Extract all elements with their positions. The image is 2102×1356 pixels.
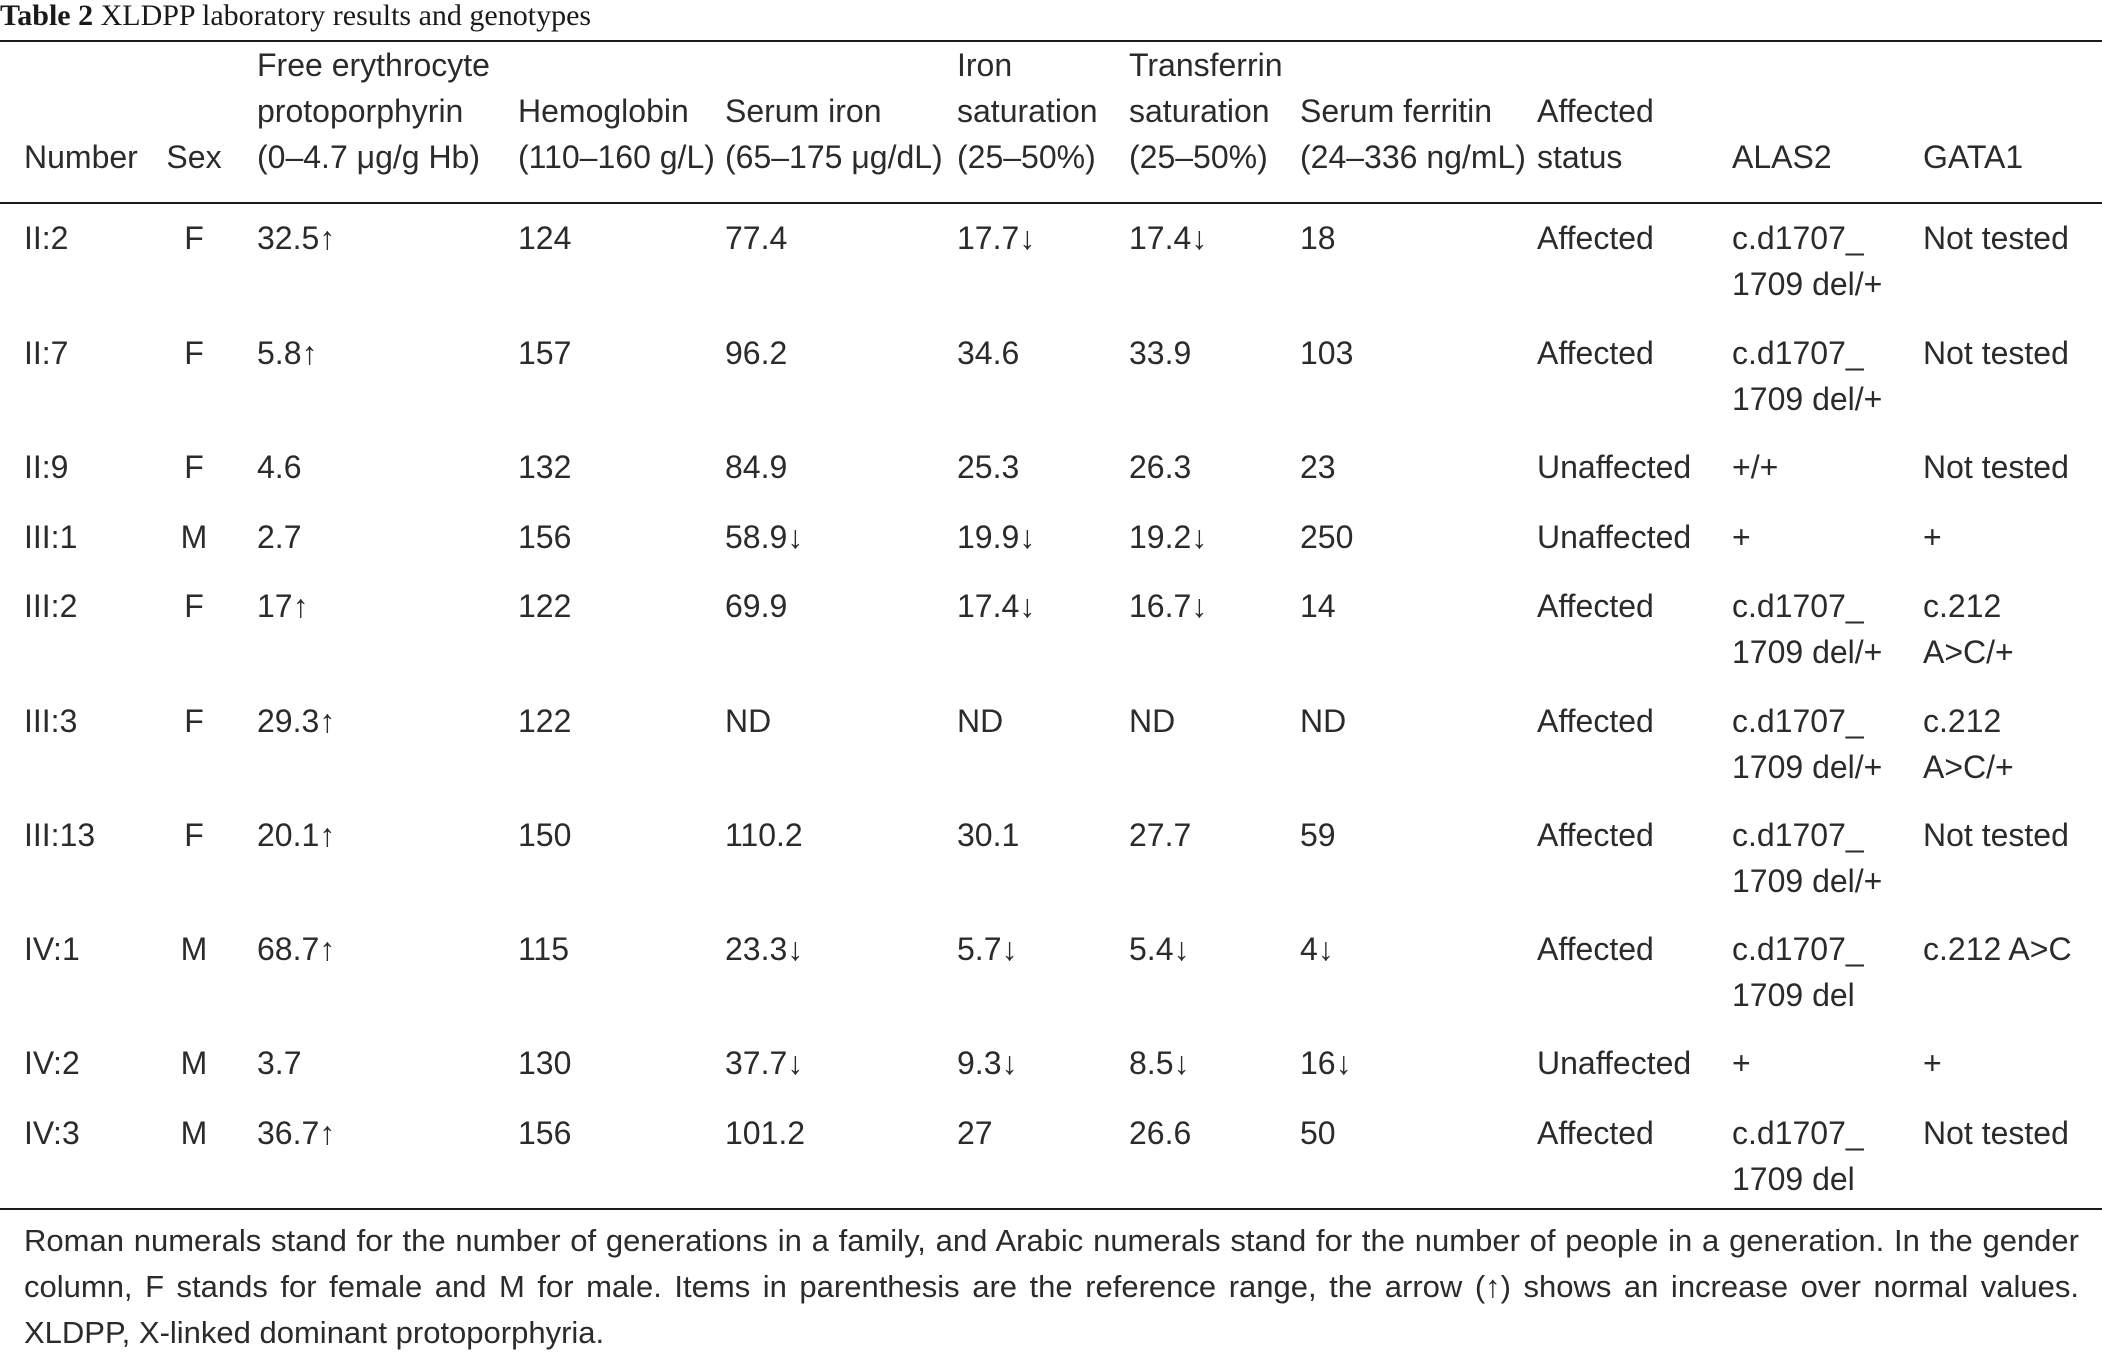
cell-serum-iron: ND bbox=[725, 703, 772, 739]
cell-serum-iron: 101.2 bbox=[725, 1115, 806, 1151]
cell-free-erythrocyte-protoporphyrin: 68.7↑ bbox=[257, 931, 336, 967]
cell-gata1: Not tested bbox=[1923, 335, 2069, 371]
cell-serum-iron: 96.2 bbox=[725, 335, 788, 371]
cell-number: III:2 bbox=[24, 588, 78, 624]
cell-serum-ferritin: 14 bbox=[1300, 588, 1336, 624]
cell-iron-saturation: 17.4↓ bbox=[957, 588, 1036, 624]
cell-serum-iron: 23.3↓ bbox=[725, 931, 804, 967]
cell-iron-saturation: 5.7↓ bbox=[957, 931, 1018, 967]
cell-serum-iron: 69.9 bbox=[725, 588, 788, 624]
cell-iron-saturation: 9.3↓ bbox=[957, 1045, 1018, 1081]
cell-serum-ferritin: 23 bbox=[1300, 449, 1336, 485]
cell-hemoglobin: 150 bbox=[518, 817, 572, 853]
cell-gata1-line-1: c.212 bbox=[1923, 703, 2002, 739]
cell-alas2-line-1: c.d1707_ bbox=[1732, 220, 1864, 256]
header-rule bbox=[0, 202, 2102, 204]
cell-transferrin-saturation: 27.7 bbox=[1129, 817, 1192, 853]
cell-serum-iron: 110.2 bbox=[725, 817, 803, 853]
cell-serum-ferritin: 103 bbox=[1300, 335, 1354, 371]
cell-number: IV:1 bbox=[24, 931, 80, 967]
cell-alas2-line-1: c.d1707_ bbox=[1732, 335, 1864, 371]
cell-serum-ferritin: ND bbox=[1300, 703, 1347, 739]
cell-alas2: +/+ bbox=[1732, 449, 1779, 485]
cell-alas2-line-2: 1709 del/+ bbox=[1732, 266, 1883, 302]
cell-affected-status: Affected bbox=[1537, 817, 1654, 853]
cell-affected-status: Unaffected bbox=[1537, 519, 1692, 555]
cell-sex: F bbox=[184, 335, 204, 371]
cell-transferrin-saturation: 26.3 bbox=[1129, 449, 1192, 485]
cell-iron-saturation: 19.9↓ bbox=[957, 519, 1036, 555]
cell-free-erythrocyte-protoporphyrin: 17↑ bbox=[257, 588, 309, 624]
cell-gata1: + bbox=[1923, 1045, 1942, 1081]
cell-iron-saturation: 34.6 bbox=[957, 335, 1020, 371]
cell-transferrin-saturation: 8.5↓ bbox=[1129, 1045, 1190, 1081]
cell-free-erythrocyte-protoporphyrin: 4.6 bbox=[257, 449, 302, 485]
cell-affected-status: Unaffected bbox=[1537, 1045, 1692, 1081]
cell-alas2-line-2: 1709 del/+ bbox=[1732, 863, 1883, 899]
header-free-erythrocyte-protoporphyrin-line-3: (0–4.7 μg/g Hb) bbox=[257, 139, 480, 175]
cell-alas2-line-1: c.d1707_ bbox=[1732, 817, 1864, 853]
cell-alas2: + bbox=[1732, 519, 1751, 555]
header-iron-saturation-line-1: Iron bbox=[957, 47, 1013, 83]
cell-gata1: Not tested bbox=[1923, 817, 2069, 853]
cell-hemoglobin: 156 bbox=[518, 519, 572, 555]
cell-sex: M bbox=[180, 1045, 208, 1081]
cell-sex: M bbox=[180, 931, 208, 967]
cell-gata1-line-2: A>C/+ bbox=[1923, 634, 2014, 670]
cell-hemoglobin: 122 bbox=[518, 703, 572, 739]
header-iron-saturation-line-3: (25–50%) bbox=[957, 139, 1096, 175]
header-sex: Sex bbox=[166, 139, 222, 175]
cell-iron-saturation: 30.1 bbox=[957, 817, 1020, 853]
cell-affected-status: Affected bbox=[1537, 335, 1654, 371]
header-serum-iron-line-2: (65–175 μg/dL) bbox=[725, 139, 943, 175]
cell-affected-status: Affected bbox=[1537, 931, 1654, 967]
cell-serum-iron: 58.9↓ bbox=[725, 519, 804, 555]
header-transferrin-saturation-line-1: Transferrin bbox=[1129, 47, 1283, 83]
cell-iron-saturation: 17.7↓ bbox=[957, 220, 1036, 256]
cell-iron-saturation: 25.3 bbox=[957, 449, 1020, 485]
cell-serum-iron: 37.7↓ bbox=[725, 1045, 804, 1081]
table-caption bbox=[0, 0, 591, 40]
header-serum-iron-line-1: Serum iron bbox=[725, 93, 882, 129]
cell-alas2-line-2: 1709 del/+ bbox=[1732, 749, 1883, 785]
header-free-erythrocyte-protoporphyrin-line-1: Free erythrocyte bbox=[257, 47, 490, 83]
header-alas2: ALAS2 bbox=[1732, 139, 1832, 175]
header-affected-status-line-1: Affected bbox=[1537, 93, 1654, 129]
cell-hemoglobin: 122 bbox=[518, 588, 572, 624]
cell-number: II:9 bbox=[24, 449, 69, 485]
header-free-erythrocyte-protoporphyrin-line-2: protoporphyrin bbox=[257, 93, 464, 129]
header-transferrin-saturation-line-3: (25–50%) bbox=[1129, 139, 1268, 175]
header-gata1: GATA1 bbox=[1923, 139, 2024, 175]
cell-free-erythrocyte-protoporphyrin: 3.7 bbox=[257, 1045, 302, 1081]
cell-alas2-line-1: c.d1707_ bbox=[1732, 588, 1864, 624]
cell-gata1: Not tested bbox=[1923, 1115, 2069, 1151]
cell-serum-ferritin: 250 bbox=[1300, 519, 1354, 555]
cell-affected-status: Unaffected bbox=[1537, 449, 1692, 485]
header-serum-ferritin-line-2: (24–336 ng/mL) bbox=[1300, 139, 1526, 175]
cell-sex: F bbox=[184, 817, 204, 853]
bottom-rule bbox=[0, 1208, 2102, 1210]
table-title: XLDPP laboratory results and genotypes bbox=[100, 0, 592, 32]
cell-hemoglobin: 115 bbox=[518, 931, 570, 967]
cell-gata1-line-1: c.212 bbox=[1923, 588, 2002, 624]
header-number: Number bbox=[24, 139, 138, 175]
header-hemoglobin-line-1: Hemoglobin bbox=[518, 93, 689, 129]
cell-sex: M bbox=[180, 1115, 208, 1151]
cell-transferrin-saturation: 5.4↓ bbox=[1129, 931, 1190, 967]
cell-serum-iron: 77.4 bbox=[725, 220, 788, 256]
cell-number: III:3 bbox=[24, 703, 78, 739]
cell-transferrin-saturation: 33.9 bbox=[1129, 335, 1192, 371]
cell-free-erythrocyte-protoporphyrin: 2.7 bbox=[257, 519, 302, 555]
cell-alas2-line-1: c.d1707_ bbox=[1732, 1115, 1864, 1151]
cell-alas2-line-2: 1709 del bbox=[1732, 1161, 1855, 1197]
header-iron-saturation-line-2: saturation bbox=[957, 93, 1098, 129]
cell-gata1: Not tested bbox=[1923, 449, 2069, 485]
cell-serum-ferritin: 18 bbox=[1300, 220, 1336, 256]
cell-free-erythrocyte-protoporphyrin: 32.5↑ bbox=[257, 220, 336, 256]
cell-gata1-line-2: A>C/+ bbox=[1923, 749, 2014, 785]
cell-number: II:2 bbox=[24, 220, 69, 256]
cell-serum-ferritin: 16↓ bbox=[1300, 1045, 1352, 1081]
cell-transferrin-saturation: 26.6 bbox=[1129, 1115, 1192, 1151]
cell-transferrin-saturation: 17.4↓ bbox=[1129, 220, 1208, 256]
cell-sex: F bbox=[184, 220, 204, 256]
cell-free-erythrocyte-protoporphyrin: 20.1↑ bbox=[257, 817, 336, 853]
table-label: Table 2 bbox=[0, 0, 94, 32]
cell-sex: F bbox=[184, 703, 204, 739]
cell-affected-status: Affected bbox=[1537, 1115, 1654, 1151]
cell-affected-status: Affected bbox=[1537, 588, 1654, 624]
cell-alas2-line-2: 1709 del/+ bbox=[1732, 381, 1883, 417]
cell-free-erythrocyte-protoporphyrin: 5.8↑ bbox=[257, 335, 318, 371]
cell-iron-saturation: ND bbox=[957, 703, 1004, 739]
header-transferrin-saturation-line-2: saturation bbox=[1129, 93, 1270, 129]
cell-free-erythrocyte-protoporphyrin: 29.3↑ bbox=[257, 703, 336, 739]
cell-iron-saturation: 27 bbox=[957, 1115, 993, 1151]
cell-number: III:1 bbox=[24, 519, 78, 555]
cell-hemoglobin: 132 bbox=[518, 449, 572, 485]
cell-transferrin-saturation: ND bbox=[1129, 703, 1176, 739]
cell-free-erythrocyte-protoporphyrin: 36.7↑ bbox=[257, 1115, 336, 1151]
cell-serum-ferritin: 59 bbox=[1300, 817, 1336, 853]
cell-hemoglobin: 124 bbox=[518, 220, 572, 256]
cell-hemoglobin: 156 bbox=[518, 1115, 572, 1151]
header-affected-status-line-2: status bbox=[1537, 139, 1623, 175]
cell-serum-iron: 84.9 bbox=[725, 449, 788, 485]
cell-alas2-line-1: c.d1707_ bbox=[1732, 703, 1864, 739]
cell-alas2-line-2: 1709 del bbox=[1732, 977, 1855, 1013]
cell-alas2-line-2: 1709 del/+ bbox=[1732, 634, 1883, 670]
cell-sex: F bbox=[184, 588, 204, 624]
cell-transferrin-saturation: 19.2↓ bbox=[1129, 519, 1208, 555]
cell-serum-ferritin: 50 bbox=[1300, 1115, 1336, 1151]
header-hemoglobin-line-2: (110–160 g/L) bbox=[518, 139, 715, 175]
cell-affected-status: Affected bbox=[1537, 703, 1654, 739]
cell-alas2-line-1: c.d1707_ bbox=[1732, 931, 1864, 967]
cell-alas2: + bbox=[1732, 1045, 1751, 1081]
cell-number: II:7 bbox=[24, 335, 69, 371]
cell-hemoglobin: 157 bbox=[518, 335, 572, 371]
header-serum-ferritin-line-1: Serum ferritin bbox=[1300, 93, 1493, 129]
cell-transferrin-saturation: 16.7↓ bbox=[1129, 588, 1208, 624]
cell-affected-status: Affected bbox=[1537, 220, 1654, 256]
cell-hemoglobin: 130 bbox=[518, 1045, 572, 1081]
cell-sex: M bbox=[180, 519, 208, 555]
cell-serum-ferritin: 4↓ bbox=[1300, 931, 1334, 967]
table-footnote: Roman numerals stand for the number of generations in a family, and Arabic numerals stand for the number of people in a generation. In the gender column, F stands for female and M for male. Items in parenthesis are the reference range, the arrow (↑) shows an increase over normal values. XLDPP, X-linked dominant protoporphyria. bbox=[24, 1223, 2079, 1350]
cell-gata1: Not tested bbox=[1923, 220, 2069, 256]
cell-gata1: c.212 A>C bbox=[1923, 931, 2072, 967]
cell-number: IV:2 bbox=[24, 1045, 80, 1081]
cell-gata1: + bbox=[1923, 519, 1942, 555]
cell-sex: F bbox=[184, 449, 204, 485]
cell-number: IV:3 bbox=[24, 1115, 80, 1151]
cell-number: III:13 bbox=[24, 817, 96, 853]
